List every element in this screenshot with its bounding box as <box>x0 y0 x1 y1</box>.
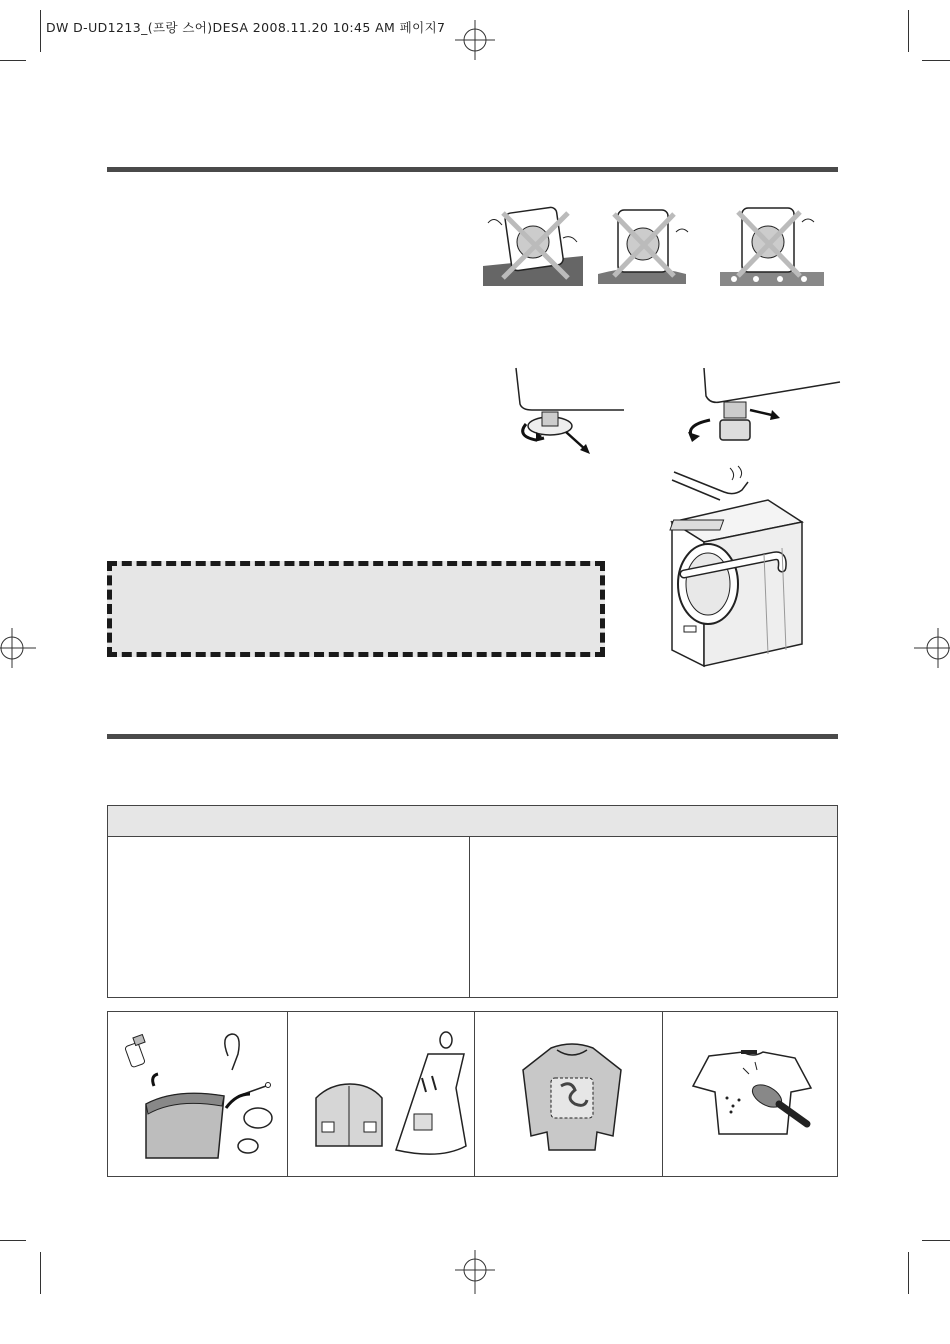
section-rule-top <box>107 167 838 172</box>
registration-mark-top <box>455 20 495 60</box>
registration-mark-left <box>0 628 36 668</box>
registration-mark-right <box>914 628 950 668</box>
turn-inside-out-illustration <box>517 1040 627 1152</box>
washer-on-soft-surface-illustration <box>594 202 690 288</box>
stability-check-illustration <box>664 464 804 668</box>
registration-mark-bottom <box>455 1250 495 1294</box>
table-header <box>108 806 837 837</box>
crop-mark <box>908 1252 909 1294</box>
washer-on-uneven-floor-illustration <box>716 200 828 288</box>
brush-off-dirt-illustration <box>687 1048 827 1138</box>
crop-mark <box>40 10 41 52</box>
leveling-foot-loosen-illustration <box>506 364 630 456</box>
crop-mark <box>0 1240 26 1241</box>
empty-pockets-illustration <box>116 1026 282 1166</box>
fasten-zips-illustration <box>300 1028 468 1166</box>
laundry-prep-strip <box>107 1011 838 1177</box>
brush-off-dirt-cell <box>663 1012 839 1176</box>
washer-on-slope-illustration <box>478 198 588 288</box>
leveling-foot-tighten-illustration <box>680 364 842 456</box>
section-rule-middle <box>107 734 838 739</box>
fasten-zips-cell <box>288 1012 474 1176</box>
crop-mark <box>922 1240 950 1241</box>
table-column-divider <box>469 836 470 997</box>
info-table <box>107 805 838 998</box>
crop-mark <box>908 10 909 52</box>
crop-mark <box>922 60 950 61</box>
empty-pockets-cell <box>108 1012 287 1176</box>
print-header: DW D-UD1213_(프랑 스어)DESA 2008.11.20 10:45 AM 페이지7 <box>46 20 446 35</box>
turn-inside-out-cell <box>475 1012 662 1176</box>
crop-mark <box>40 1252 41 1294</box>
crop-mark <box>0 60 26 61</box>
note-panel <box>107 561 605 657</box>
